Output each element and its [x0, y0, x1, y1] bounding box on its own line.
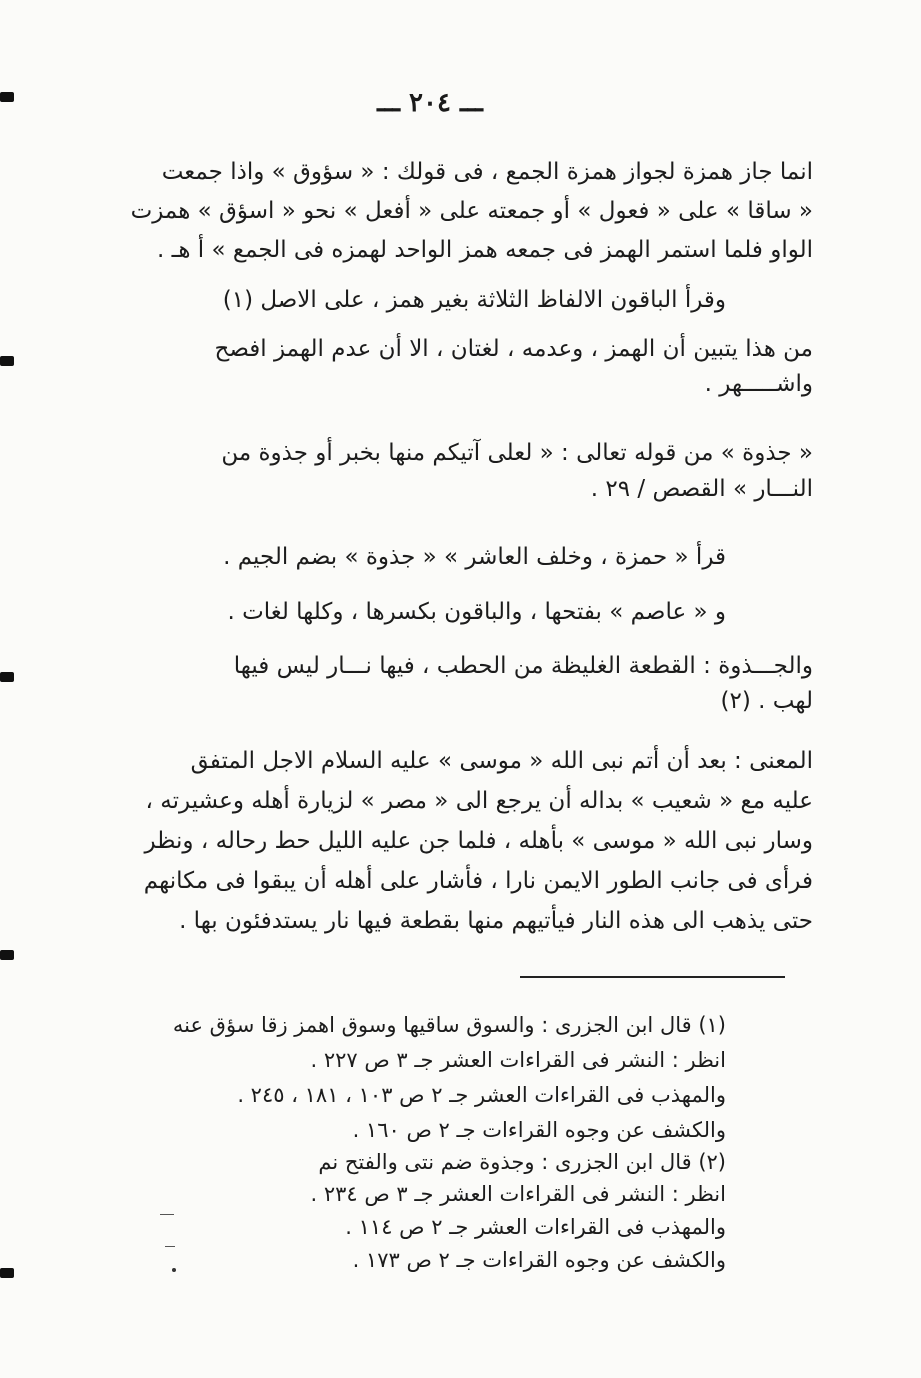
scan-dash [165, 1246, 175, 1247]
footnote-line: والمهذب فى القراءات العشر جـ ٢ ص ١١٤ . [345, 1215, 726, 1239]
body-line: و « عاصم » بفتحها ، والباقون بكسرها ، وكلها لغات . [227, 599, 726, 625]
body-line: « جذوة » من قوله تعالى : « لعلى آتيكم منها بخبر أو جذوة من [221, 440, 813, 466]
footnote-line: والكشف عن وجوه القراءات جـ ٢ ص ١٦٠ . [352, 1118, 726, 1142]
body-line: المعنى : بعد أن أتم نبى الله « موسى » عليه السلام الاجل المتفق [190, 748, 813, 774]
body-line: لهب . (٢) [720, 688, 813, 714]
footnote-line: انظر : النشر فى القراءات العشر جـ ٣ ص ٢٢٧ . [310, 1048, 726, 1072]
body-line: الواو فلما استمر الهمز فى جمعه همز الواحد لهمزه فى الجمع » أ هـ . [156, 237, 813, 263]
footnote-separator [520, 976, 785, 978]
scan-dash [160, 1214, 174, 1215]
scan-edge-mark [0, 1268, 14, 1278]
body-line: من هذا يتبين أن الهمز ، وعدمه ، لغتان ، الا أن عدم الهمز افصح [214, 336, 813, 362]
page-number: ـــ ٢٠٤ ـــ [377, 88, 483, 118]
body-line: وقرأ الباقون الالفاظ الثلاثة بغير همز ، على الاصل (١) [222, 287, 726, 313]
scan-edge-mark [0, 92, 14, 102]
scan-edge-mark [0, 672, 14, 682]
body-line: والجـــذوة : القطعة الغليظة من الحطب ، فيها نـــار ليس فيها [233, 653, 813, 679]
body-line: عليه مع « شعيب » بداله أن يرجع الى « مصر » لزيارة أهله وعشيرته ، [145, 788, 813, 814]
scan-speck [172, 1268, 176, 1272]
body-line: « ساقا » على « فعول » أو جمعته على « أفعل » نحو « اسؤق » همزت [130, 198, 813, 224]
body-line: حتى يذهب الى هذه النار فيأتيهم منها بقطعة فيها نار يستدفئون بها . [179, 908, 813, 934]
body-line: فرأى فى جانب الطور الايمن نارا ، فأشار على أهله أن يبقوا فى مكانهم [143, 868, 813, 894]
footnote-line: (٢) قال ابن الجزرى : وجذوة ضم نتى والفتح نم [318, 1150, 726, 1174]
body-line: انما جاز همزة لجواز همزة الجمع ، فى قولك : « سؤوق » واذا جمعت [161, 159, 813, 185]
footnote-line: والمهذب فى القراءات العشر جـ ٢ ص ١٠٣ ، ١٨١ ، ٢٤٥ . [237, 1083, 726, 1107]
body-line: وسار نبى الله « موسى » بأهله ، فلما جن عليه الليل حط رحاله ، ونظر [144, 828, 813, 854]
scan-edge-mark [0, 950, 14, 960]
footnote-line: انظر : النشر فى القراءات العشر جـ ٣ ص ٢٣٤ . [310, 1182, 726, 1206]
body-line: قرأ « حمزة ، وخلف العاشر » « جذوة » بضم الجيم . [223, 544, 726, 570]
body-line: النـــار » القصص / ٢٩ . [590, 476, 813, 502]
footnote-line: والكشف عن وجوه القراءات جـ ٢ ص ١٧٣ . [352, 1248, 726, 1272]
scan-edge-mark [0, 356, 14, 366]
footnote-line: (١) قال ابن الجزرى : والسوق ساقيها وسوق اهمز زقا سؤق عنه [172, 1013, 726, 1037]
body-line: واشـــــهر . [704, 371, 813, 397]
